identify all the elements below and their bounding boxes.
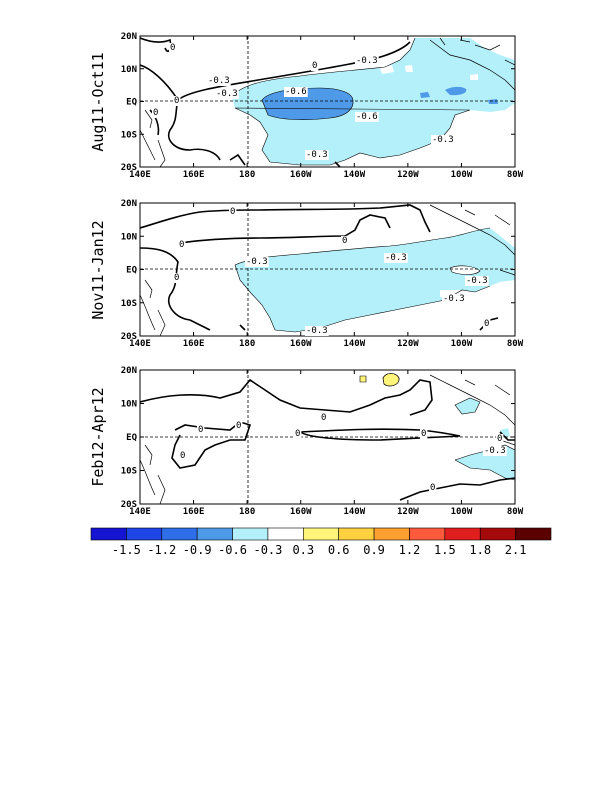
contour-zero [180,215,390,243]
x-tick-label: 160W [289,507,312,517]
contour-label: 0 [230,207,236,217]
colorbar-label: 1.5 [434,543,456,557]
contour-label: -0.3 [246,257,268,267]
contour-label: -0.6 [356,112,378,122]
contour-label: 0 [421,429,427,439]
colorbar-label: 1.8 [469,543,492,557]
colorbar-swatch [445,528,480,540]
contour-label: -0.3 [432,135,454,145]
colorbar-swatch [303,528,338,540]
y-tick-label: 10S [120,130,137,141]
x-tick-label: 120W [397,170,419,180]
contour-label: 0 [295,429,301,439]
x-tick-label: 80W [506,507,524,517]
contour-label: 0 [179,240,185,250]
contour-zero [169,100,220,160]
map-panel-2 [89,199,524,349]
x-tick-label: 120W [397,507,419,517]
y-tick-label: 20N [120,32,137,42]
x-tick-label: 80W [506,170,524,180]
contour-label: 0 [174,273,180,283]
colorbar-swatch [91,528,126,540]
contour-label: -0.3 [484,446,506,456]
colorbar-label: -0.3 [253,543,283,557]
x-tick-label: 140E [129,170,151,180]
colorbar-label: 0.9 [363,543,385,557]
contour-label: 0 [342,236,348,246]
contour-label: 0 [497,434,503,444]
contour-label: 0 [430,483,436,493]
contour-label: 0 [153,108,159,118]
y-tick-label: 10S [120,466,137,477]
x-tick-label: 140W [343,339,366,349]
contour-label: 0 [321,413,327,423]
colorbar-label: 0.6 [327,543,350,557]
contour-labels [179,413,507,493]
contour-label: 0 [174,96,180,106]
colorbar-swatch [516,528,551,540]
colorbar-label: -1.2 [147,543,177,557]
contour-label: 0 [170,43,176,53]
x-tick-label: 140W [343,507,366,517]
contour-label: -0.3 [216,89,238,99]
y-tick-label: 10N [120,399,137,410]
panel-title: Feb12-Apr12 [89,387,107,487]
y-tick-label: 10S [120,298,137,309]
x-tick-label: 140E [129,507,151,517]
x-tick-label: 140W [343,170,366,180]
colorbar-swatch [233,528,268,540]
x-tick-label: 160E [182,339,205,349]
colorbar-label: -1.5 [111,543,141,557]
x-tick-label: 120W [397,339,419,349]
x-tick-label: 100W [450,170,473,180]
anomaly-region-pos03 [360,376,366,382]
map-panel-1 [89,32,524,180]
colorbar-swatch [409,528,444,540]
contour-label: -0.6 [285,87,307,97]
colorbar-label: -0.6 [218,543,247,557]
y-tick-label: 20S [120,500,137,510]
contour-label: -0.3 [356,56,378,66]
contour-zero [400,478,515,500]
x-tick-label: 180 [239,507,256,517]
contour-label: -0.3 [208,76,230,86]
y-tick-label: 10N [120,64,137,75]
x-tick-label: 80W [506,339,524,349]
x-tick-label: 140E [129,339,151,349]
colorbar-swatch [197,528,232,540]
colorbar-swatch [268,528,303,540]
contour-label: -0.3 [306,326,328,336]
x-tick-label: 100W [450,339,473,349]
colorbar-swatch [339,528,374,540]
y-tick-label: EQ [126,265,137,276]
contour-label: 0 [312,61,318,71]
colorbar [91,528,551,557]
contour-label: -0.3 [443,294,465,304]
contour-label: -0.3 [466,276,488,286]
x-tick-label: 160W [289,170,312,180]
x-tick-label: 160W [289,339,312,349]
y-tick-label: EQ [126,433,137,443]
x-tick-label: 100W [450,507,473,517]
y-tick-label: EQ [126,97,137,108]
colorbar-swatch [162,528,197,540]
contour-label: 0 [236,421,242,431]
colorbar-label: 0.3 [292,543,315,557]
y-tick-label: 10N [120,232,137,243]
contour-label: 0 [198,425,204,435]
y-tick-label: 20N [120,366,137,376]
colorbar-label: 2.1 [504,543,527,557]
y-tick-label: 20S [120,332,137,342]
contour-zero [140,248,210,330]
colorbar-swatch [480,528,515,540]
contour-zero [140,38,245,165]
panel-title: Nov11-Jan12 [89,220,107,320]
colorbar-swatch [126,528,161,540]
contour-label: 0 [180,451,186,461]
map-panel-3 [89,366,524,517]
x-tick-label: 160E [182,170,205,180]
contour-zero [300,429,460,440]
contour-label: -0.3 [306,150,328,160]
contour-zero [140,205,430,232]
colorbar-label: -0.9 [182,543,212,557]
contour-label: -0.3 [385,253,407,263]
x-tick-label: 160E [182,507,205,517]
x-tick-label: 180 [239,170,256,180]
contour-label: 0 [484,319,490,329]
panel-title: Aug11-Oct11 [89,52,107,152]
x-tick-label: 180 [239,339,256,349]
y-tick-label: 20N [120,199,137,209]
y-tick-label: 20S [120,163,137,173]
colorbar-label: 1.2 [398,543,421,557]
colorbar-swatch [374,528,409,540]
